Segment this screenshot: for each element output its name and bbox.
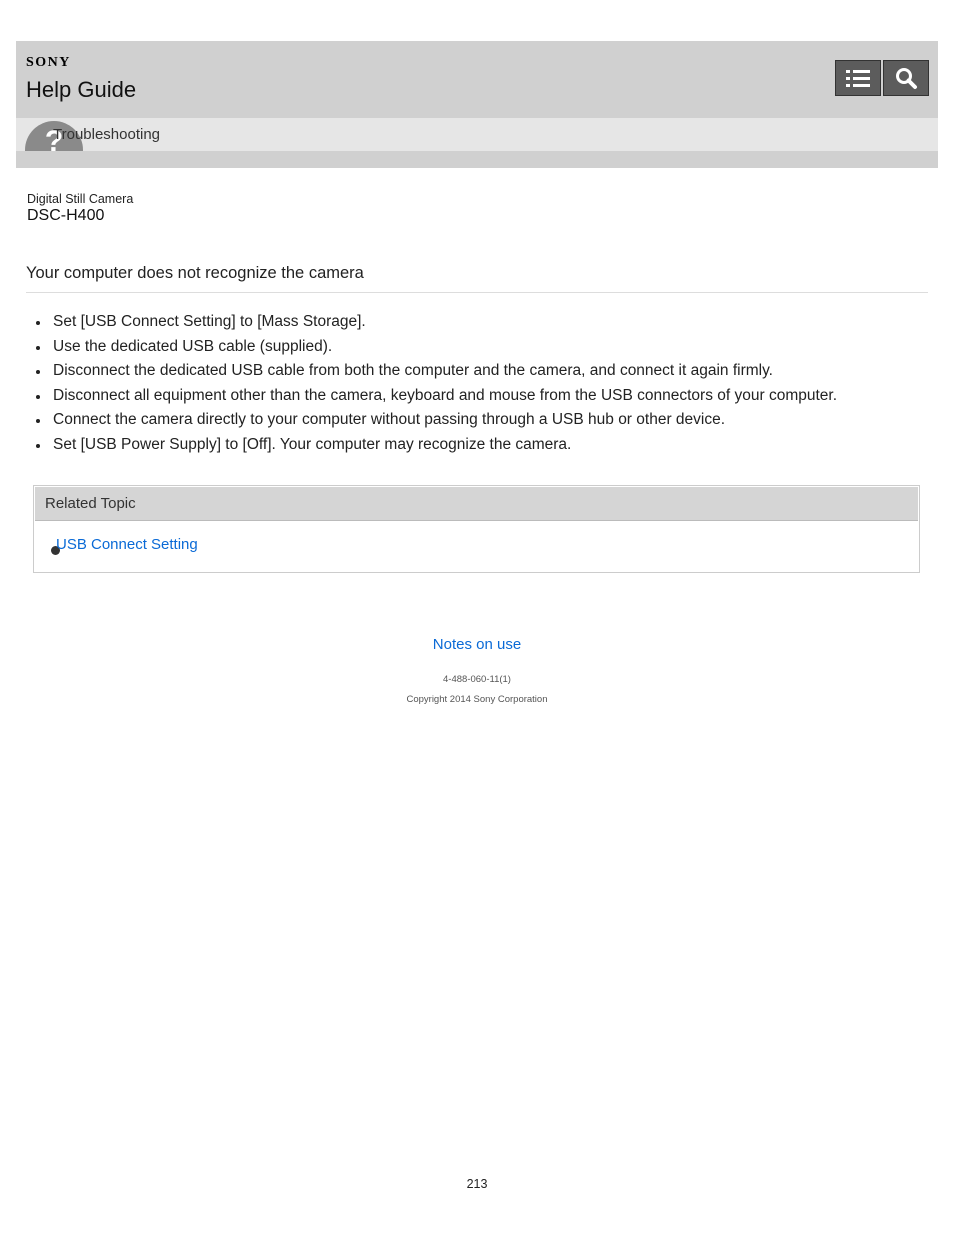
title-divider xyxy=(26,292,928,293)
page-number: 213 xyxy=(466,1177,488,1191)
page-title: Your computer does not recognize the camera xyxy=(26,264,364,282)
related-topic-heading: Related Topic xyxy=(45,495,136,512)
sony-logo: SONY xyxy=(26,55,71,70)
list-item: Connect the camera directly to your computer without passing through a USB hub or other device. xyxy=(36,408,926,433)
list-item: Set [USB Connect Setting] to [Mass Storage]. xyxy=(36,310,926,335)
copyright-text: Copyright 2014 Sony Corporation xyxy=(406,694,548,705)
list-icon xyxy=(845,67,871,89)
list-item: Disconnect the dedicated USB cable from both the computer and the camera, and connect it again firmly. xyxy=(36,359,926,384)
search-icon xyxy=(894,66,918,90)
list-item: Set [USB Power Supply] to [Off]. Your computer may recognize the camera. xyxy=(36,433,926,458)
product-type: Digital Still Camera xyxy=(27,192,134,206)
solution-list xyxy=(36,310,926,458)
section-label: Troubleshooting xyxy=(53,126,161,143)
question-icon: ? xyxy=(25,121,83,151)
model-name: DSC-H400 xyxy=(27,207,105,224)
list-item: Disconnect all equipment other than the camera, keyboard and mouse from the USB connectors of your computer. xyxy=(36,384,926,409)
section-bar xyxy=(16,118,938,151)
header-bar xyxy=(16,41,938,168)
help-guide-title: Help Guide xyxy=(26,77,137,102)
related-topic-header xyxy=(35,487,918,521)
table-of-contents-button[interactable] xyxy=(835,60,881,96)
document-number: 4-488-060-11(1) xyxy=(443,674,511,685)
header-toolbar xyxy=(835,60,929,96)
search-button[interactable] xyxy=(883,60,929,96)
usb-connect-setting-link[interactable]: USB Connect Setting xyxy=(56,536,198,553)
related-topic-box xyxy=(33,485,920,573)
notes-on-use-link[interactable]: Notes on use xyxy=(432,636,522,653)
list-item: Use the dedicated USB cable (supplied). xyxy=(36,335,926,360)
